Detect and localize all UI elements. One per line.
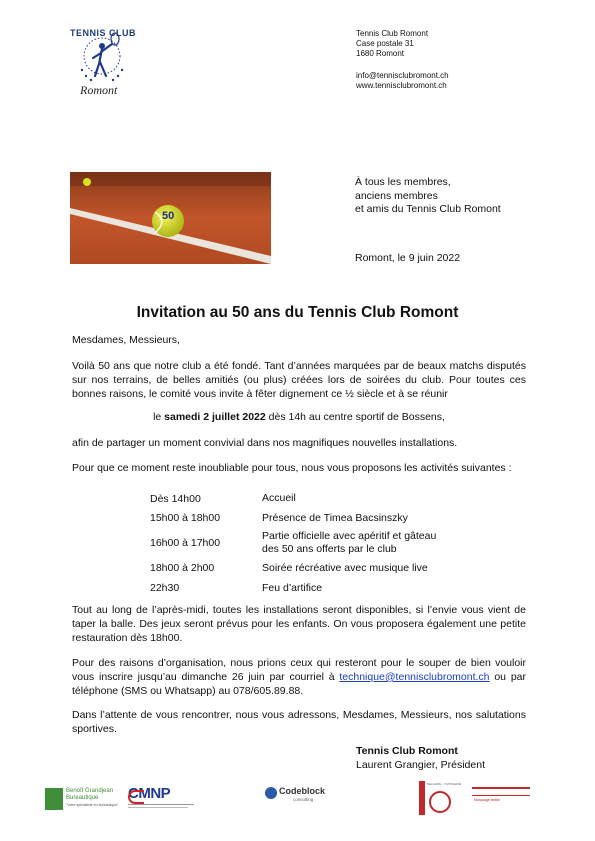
paragraph-closing: Dans l’attente de vous rencontrer, nous vous adressons, Mesdames, Messieurs, nos salutations sportives. — [72, 709, 526, 735]
signature-person: Laurent Grangier, Président — [356, 758, 485, 771]
schedule-time: 15h00 à 18h00 — [150, 512, 221, 524]
sender-name: Tennis Club Romont — [356, 29, 429, 38]
sender-website[interactable]: www.tennisclubromont.ch — [356, 81, 447, 90]
sponsor-tagline: SELLERIE · TAPISSERIE — [427, 782, 462, 786]
event-line — [72, 411, 526, 423]
schedule-row — [150, 558, 452, 578]
sender-address-line2: 1680 Romont — [356, 49, 405, 58]
schedule-time: 22h30 — [150, 582, 180, 594]
schedule-activity: Feu d’artifice — [262, 581, 323, 594]
registration-text: Pour des raisons d’organisation, nous prions ceux qui resteront pour le souper de bien vouloir vous inscrire jusqu’au dimanche 26 juin par courriel à — [72, 657, 526, 683]
sponsor-tagline: "Votre spécialiste en bureautique" — [66, 803, 119, 807]
sponsor-name: Benoît Grandjean — [66, 788, 114, 794]
leaf-icon — [45, 788, 63, 810]
recipient-line: anciens membres — [355, 189, 438, 202]
salutation: Mesdames, Messieurs, — [72, 334, 180, 346]
paragraph-registration — [72, 657, 526, 698]
recipient-line: À tous les membres, — [355, 176, 451, 188]
recipient-line: et amis du Tennis Club Romont — [355, 203, 501, 215]
sponsor-logo-marquage — [472, 787, 532, 809]
schedule-row — [150, 528, 452, 558]
signature-org: Tennis Club Romont — [356, 745, 458, 757]
sponsor-name-sub: Bureautique — [66, 795, 99, 801]
schedule-activity: Présence de Timea Bacsinszky — [262, 511, 408, 524]
paragraph-intro: Voilà 50 ans que notre club a été fondé. Tant d’années marquées par de beaux matchs disputés sur nos terrains, de belles amitiés (ou plus) créées lors de soirées du club. Pour toutes ces bonnes raisons, le comité vous invite à fêter dignement ce ½ siècle et à se réunir — [72, 360, 526, 400]
recipient-address — [355, 176, 501, 217]
event-date: samedi 2 juillet 2022 — [164, 411, 266, 423]
sender-address-line1: Case postale 31 — [356, 39, 414, 48]
sponsor-logo-sellerie — [419, 781, 469, 815]
sponsor-logo-cmnp — [128, 785, 196, 813]
paragraph-activities-intro: Pour que ce moment reste inoubliable pour tous, nous vous proposons les activités suivantes : — [72, 462, 512, 474]
sponsor-tagline: Marquage textile — [474, 798, 500, 802]
event-suffix: dès 14h au centre sportif de Bossens, — [265, 411, 445, 423]
sponsor-sub: consulting — [293, 797, 314, 802]
sponsor-logo-grandjean — [45, 786, 125, 812]
schedule-table — [150, 489, 452, 598]
schedule-activity: Partie officielle avec apéritif et gâteau des 50 ans offerts par le club — [262, 530, 437, 555]
schedule-time: Dès 14h00 — [150, 492, 201, 505]
schedule-time: 16h00 à 17h00 — [150, 537, 221, 549]
event-prefix: le — [153, 411, 165, 423]
logo-top-text: TENNIS CLUB — [70, 28, 136, 38]
schedule-activity: Soirée récréative avec musique live — [262, 561, 428, 574]
tennis-court-photo — [70, 172, 271, 264]
schedule-row — [150, 489, 452, 508]
logo-script-text: Romont — [80, 83, 118, 97]
schedule-activity: Accueil — [262, 492, 296, 504]
paragraph-purpose: afin de partager un moment convivial dans nos magnifiques nouvelles installations. — [72, 437, 458, 449]
sender-address — [356, 29, 449, 91]
registration-email-link[interactable]: technique@tennisclubromont.ch — [339, 670, 490, 683]
sender-email[interactable]: info@tennisclubromont.ch — [356, 71, 449, 80]
sponsor-logo-codeblock — [265, 785, 335, 811]
letter-title: Invitation au 50 ans du Tennis Club Romont — [136, 304, 459, 321]
letter-date: Romont, le 9 juin 2022 — [355, 252, 461, 264]
sponsor-name: Codeblock — [279, 786, 326, 796]
schedule-time: 18h00 à 2h00 — [150, 562, 215, 574]
paragraph-afternoon: Tout au long de l’après-midi, toutes les installations seront disponibles, si l’envie vous vient de taper la balle. Des jeux seront prévus pour les enfants. On vous proposera également une petite restauration dès 18h00. — [72, 604, 526, 644]
ball-label: 50 — [162, 210, 175, 222]
registration-text-end: ou par téléphone (SMS ou Whatsapp) au 078/605.89.88. — [72, 670, 526, 697]
codeblock-icon — [265, 787, 277, 799]
sponsor-name: CMNP — [128, 785, 171, 802]
schedule-row — [150, 508, 452, 528]
schedule-row — [150, 578, 452, 598]
signature-block — [356, 745, 485, 772]
club-logo — [66, 20, 140, 102]
